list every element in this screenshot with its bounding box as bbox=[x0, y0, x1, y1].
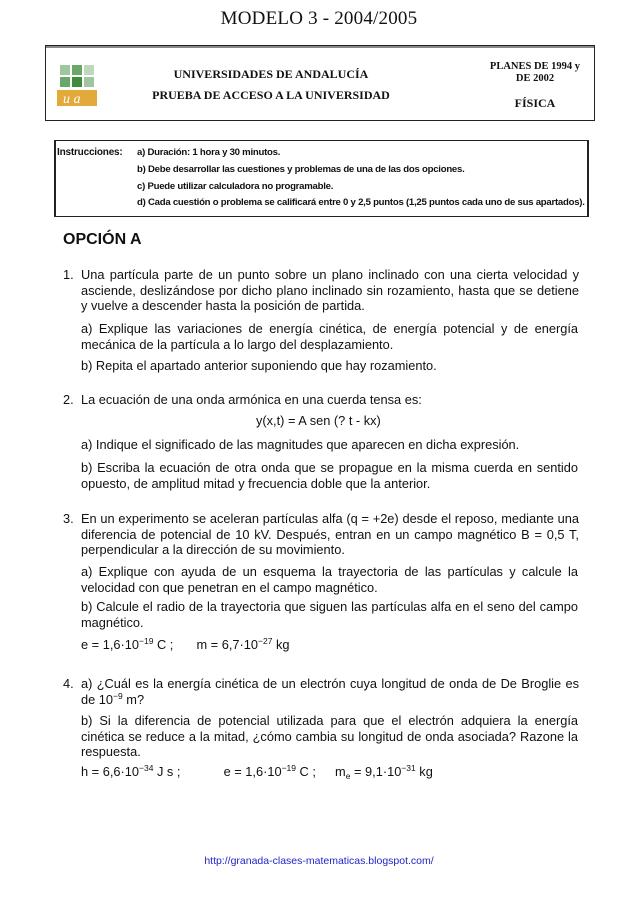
university-name: UNIVERSIDADES DE ANDALUCÍA bbox=[173, 67, 369, 81]
question-2 bbox=[63, 392, 579, 410]
plans-line-1: PLANES DE 1994 y bbox=[489, 61, 581, 72]
question-4 bbox=[63, 676, 579, 710]
instruction-item: d) Cada cuestión o problema se calificará entre 0 y 2,5 puntos (1,25 puntos cada uno de sus apartados). bbox=[137, 197, 585, 208]
question-3-constants bbox=[81, 637, 290, 653]
planck-constant: $h = 6,6\cdot 10^{-34}$ J s ; bbox=[81, 763, 181, 779]
question-number: 3. bbox=[63, 511, 74, 526]
exam-name: PRUEBA DE ACCESO A LA UNIVERSIDAD bbox=[152, 88, 390, 102]
logo-lettering: u a bbox=[63, 92, 81, 107]
charge-constant: $e = 1,6\cdot 10^{-19}$ C ; bbox=[81, 636, 174, 652]
question-number: 1. bbox=[63, 267, 74, 282]
question-4-part-b: b) Si la diferencia de potencial utilizada para que el electrón adquiera la energía cinética se reduce a la mitad, ¿cómo cambia su longitud de onda asociada? Razone la respuesta. bbox=[81, 713, 578, 759]
university-logo bbox=[57, 62, 97, 108]
question-text: En un experimento se aceleran partículas alfa (q = +2e) desde el reposo, mediante una diferencia de potencial de 10 kV. Después, entran en un campo magnético B = 0,5 T, perpendicular a la dirección de su movimiento. bbox=[81, 511, 579, 557]
question-1 bbox=[63, 267, 579, 317]
electron-mass-constant: $m_e = 9,1\cdot 10^{-31}$ kg bbox=[335, 763, 433, 781]
subject-name: FÍSICA bbox=[514, 96, 556, 110]
instructions-label: Instrucciones: bbox=[57, 147, 123, 158]
question-1-part-a: a) Explique las variaciones de energía cinética, de energía potencial y de energía mecánica de la partícula a lo largo del desplazamiento. bbox=[81, 321, 578, 352]
question-number: 2. bbox=[63, 392, 74, 407]
study-plans bbox=[480, 61, 590, 85]
mass-constant: $m = 6,7\cdot 10^{-27}$ kg bbox=[196, 636, 290, 652]
question-1-part-b: b) Repita el apartado anterior suponiendo que hay rozamiento. bbox=[81, 358, 437, 373]
question-text: a) ¿Cuál es la energía cinética de un electrón cuya longitud de onda de De Broglie es de $10^{-9}$ m? bbox=[81, 676, 579, 707]
instruction-item: c) Puede utilizar calculadora no programable. bbox=[137, 181, 334, 192]
question-3-part-b: b) Calcule el radio de la trayectoria que siguen las partículas alfa en el seno del campo magnético. bbox=[81, 599, 578, 630]
instruction-item: b) Debe desarrollar las cuestiones y problemas de una de las dos opciones. bbox=[137, 164, 465, 175]
question-3 bbox=[63, 511, 579, 561]
charge-constant: $e = 1,6\cdot 10^{-19}$ C ; bbox=[223, 763, 316, 779]
option-title: OPCIÓN A bbox=[63, 231, 142, 248]
question-text: Una partícula parte de un punto sobre un plano inclinado con una cierta velocidad y asciende, deslizándose por dicho plano inclinado sin rozamiento, hasta que se detiene y vuelve a descender hasta la posición de partida. bbox=[81, 267, 579, 313]
plans-line-2: DE 2002 bbox=[515, 73, 555, 84]
question-number: 4. bbox=[63, 676, 74, 691]
header-top-rule bbox=[46, 46, 594, 48]
footer-link[interactable]: http://granada-clases-matematicas.blogspot.com/ bbox=[204, 855, 434, 867]
question-text: La ecuación de una onda armónica en una cuerda tensa es: bbox=[81, 392, 422, 407]
instruction-item: a) Duración: 1 hora y 30 minutos. bbox=[137, 147, 281, 158]
page-title: MODELO 3 - 2004/2005 bbox=[220, 8, 418, 29]
wave-equation: y(x,t) = A sen (? t - kx) bbox=[256, 413, 381, 428]
question-2-part-b: b) Escriba la ecuación de otra onda que se propague en la misma cuerda en sentido opuesto, de amplitud mitad y frecuencia doble que la anterior. bbox=[81, 460, 578, 491]
question-4-constants bbox=[81, 764, 433, 780]
question-3-part-a: a) Explique con ayuda de un esquema la trayectoria de las partículas y calcule la velocidad con que penetran en el campo magnético. bbox=[81, 564, 578, 595]
question-2-part-a: a) Indique el significado de las magnitudes que aparecen en dicha expresión. bbox=[81, 437, 520, 452]
